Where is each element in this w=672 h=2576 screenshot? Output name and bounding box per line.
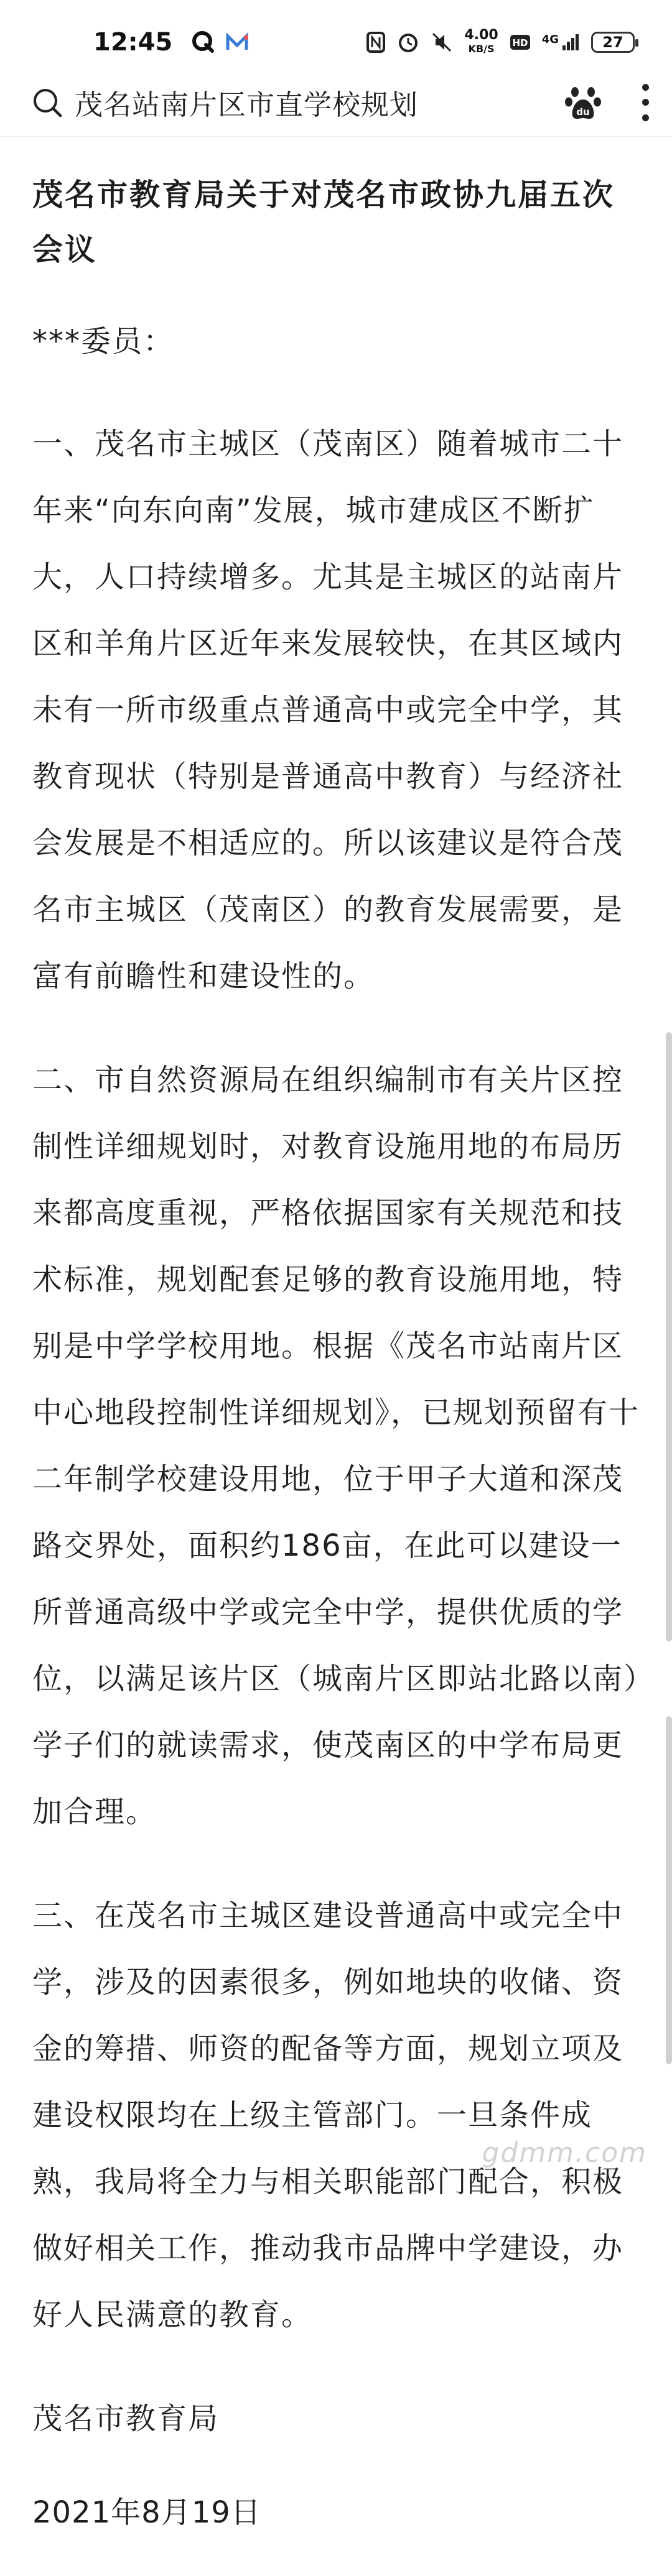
search-query[interactable]: 茂名站南片区市直学校规划 <box>75 88 419 121</box>
status-indicators <box>366 29 635 56</box>
battery-indicator: 27 <box>591 32 635 53</box>
scrollbar-lower[interactable] <box>666 1716 672 2064</box>
paragraph-2: 二、市自然资源局在组织编制市有关片区控制性详细规划时，对教育设施用地的布局历来都高度重视，严格依据国家有关规范和技术标准，规划配套足够的教育设施用地，特别是中学学校用地。根据《茂名市站南片区中心地段控制性详细规划》，已规划预留有十二年制学校建设用地，位于甲子大道和深茂路交界处，面积约186亩，在此可以建设一所普通高级中学或完全中学，提供优质的学位，以满足该片区（城南片区即站北路以南）学子们的就读需求，使茂南区的中学布局更加合理。 <box>32 1063 640 1829</box>
m-app-icon <box>226 33 248 52</box>
search-nav-bar <box>0 68 672 137</box>
baidu-paw-icon[interactable] <box>564 83 602 122</box>
notification-icons <box>191 30 248 55</box>
article <box>32 168 642 2576</box>
site-watermark: gdmm.com <box>482 2137 647 2169</box>
search-icon[interactable] <box>31 86 63 119</box>
more-options-icon[interactable] <box>641 84 650 121</box>
net-speed-value: 4.00 <box>464 27 498 43</box>
alarm-icon <box>397 31 419 53</box>
paragraph-1: 一、茂名市主城区（茂南区）随着城市二十年来“向东向南”发展，城市建成区不断扩大，人口持续增多。尤其是主城区的站南片区和羊角片区近年来发展较快，在其区域内未有一所市级重点普通高中或完全中学，其教育现状（特别是普通高中教育）与经济社会发展是不相适应的。所以该建议是符合茂名市主城区（茂南区）的教育发展需要，是富有前瞻性和建设性的。 <box>32 427 624 994</box>
signal-bars-icon <box>561 33 580 52</box>
network-type: 4G <box>541 33 559 46</box>
paragraph-3: 三、在茂名市主城区建设普通高中或完全中学，涉及的因素很多，例如地块的收储、资金的筹措、师资的配备等方面，规划立项及建设权限均在上级主管部门。一旦条件成熟，我局将全力与相关职能部门配合，积极做好相关工作，推动我市品牌中学建设，办好人民满意的教育。 <box>32 1898 624 2332</box>
quark-app-icon <box>191 30 216 55</box>
svg-text:HD: HD <box>512 37 528 48</box>
signature: 茂名市教育局 <box>32 2401 220 2436</box>
signal-strength <box>542 33 580 52</box>
salutation: ***委员： <box>32 324 175 359</box>
article-date: 2021年8月19日 <box>32 2495 261 2530</box>
scrollbar[interactable] <box>666 1032 672 1641</box>
net-speed-unit: KB/S <box>468 43 495 55</box>
article-title: 茂名市教育局关于对茂名市政协九届五次会议 <box>32 177 615 267</box>
hd-icon <box>510 33 531 52</box>
status-time: 12:45 <box>93 28 173 57</box>
mute-icon <box>431 31 453 53</box>
net-speed <box>464 29 498 56</box>
svg-text:du: du <box>576 106 590 118</box>
nfc-icon <box>366 31 386 53</box>
